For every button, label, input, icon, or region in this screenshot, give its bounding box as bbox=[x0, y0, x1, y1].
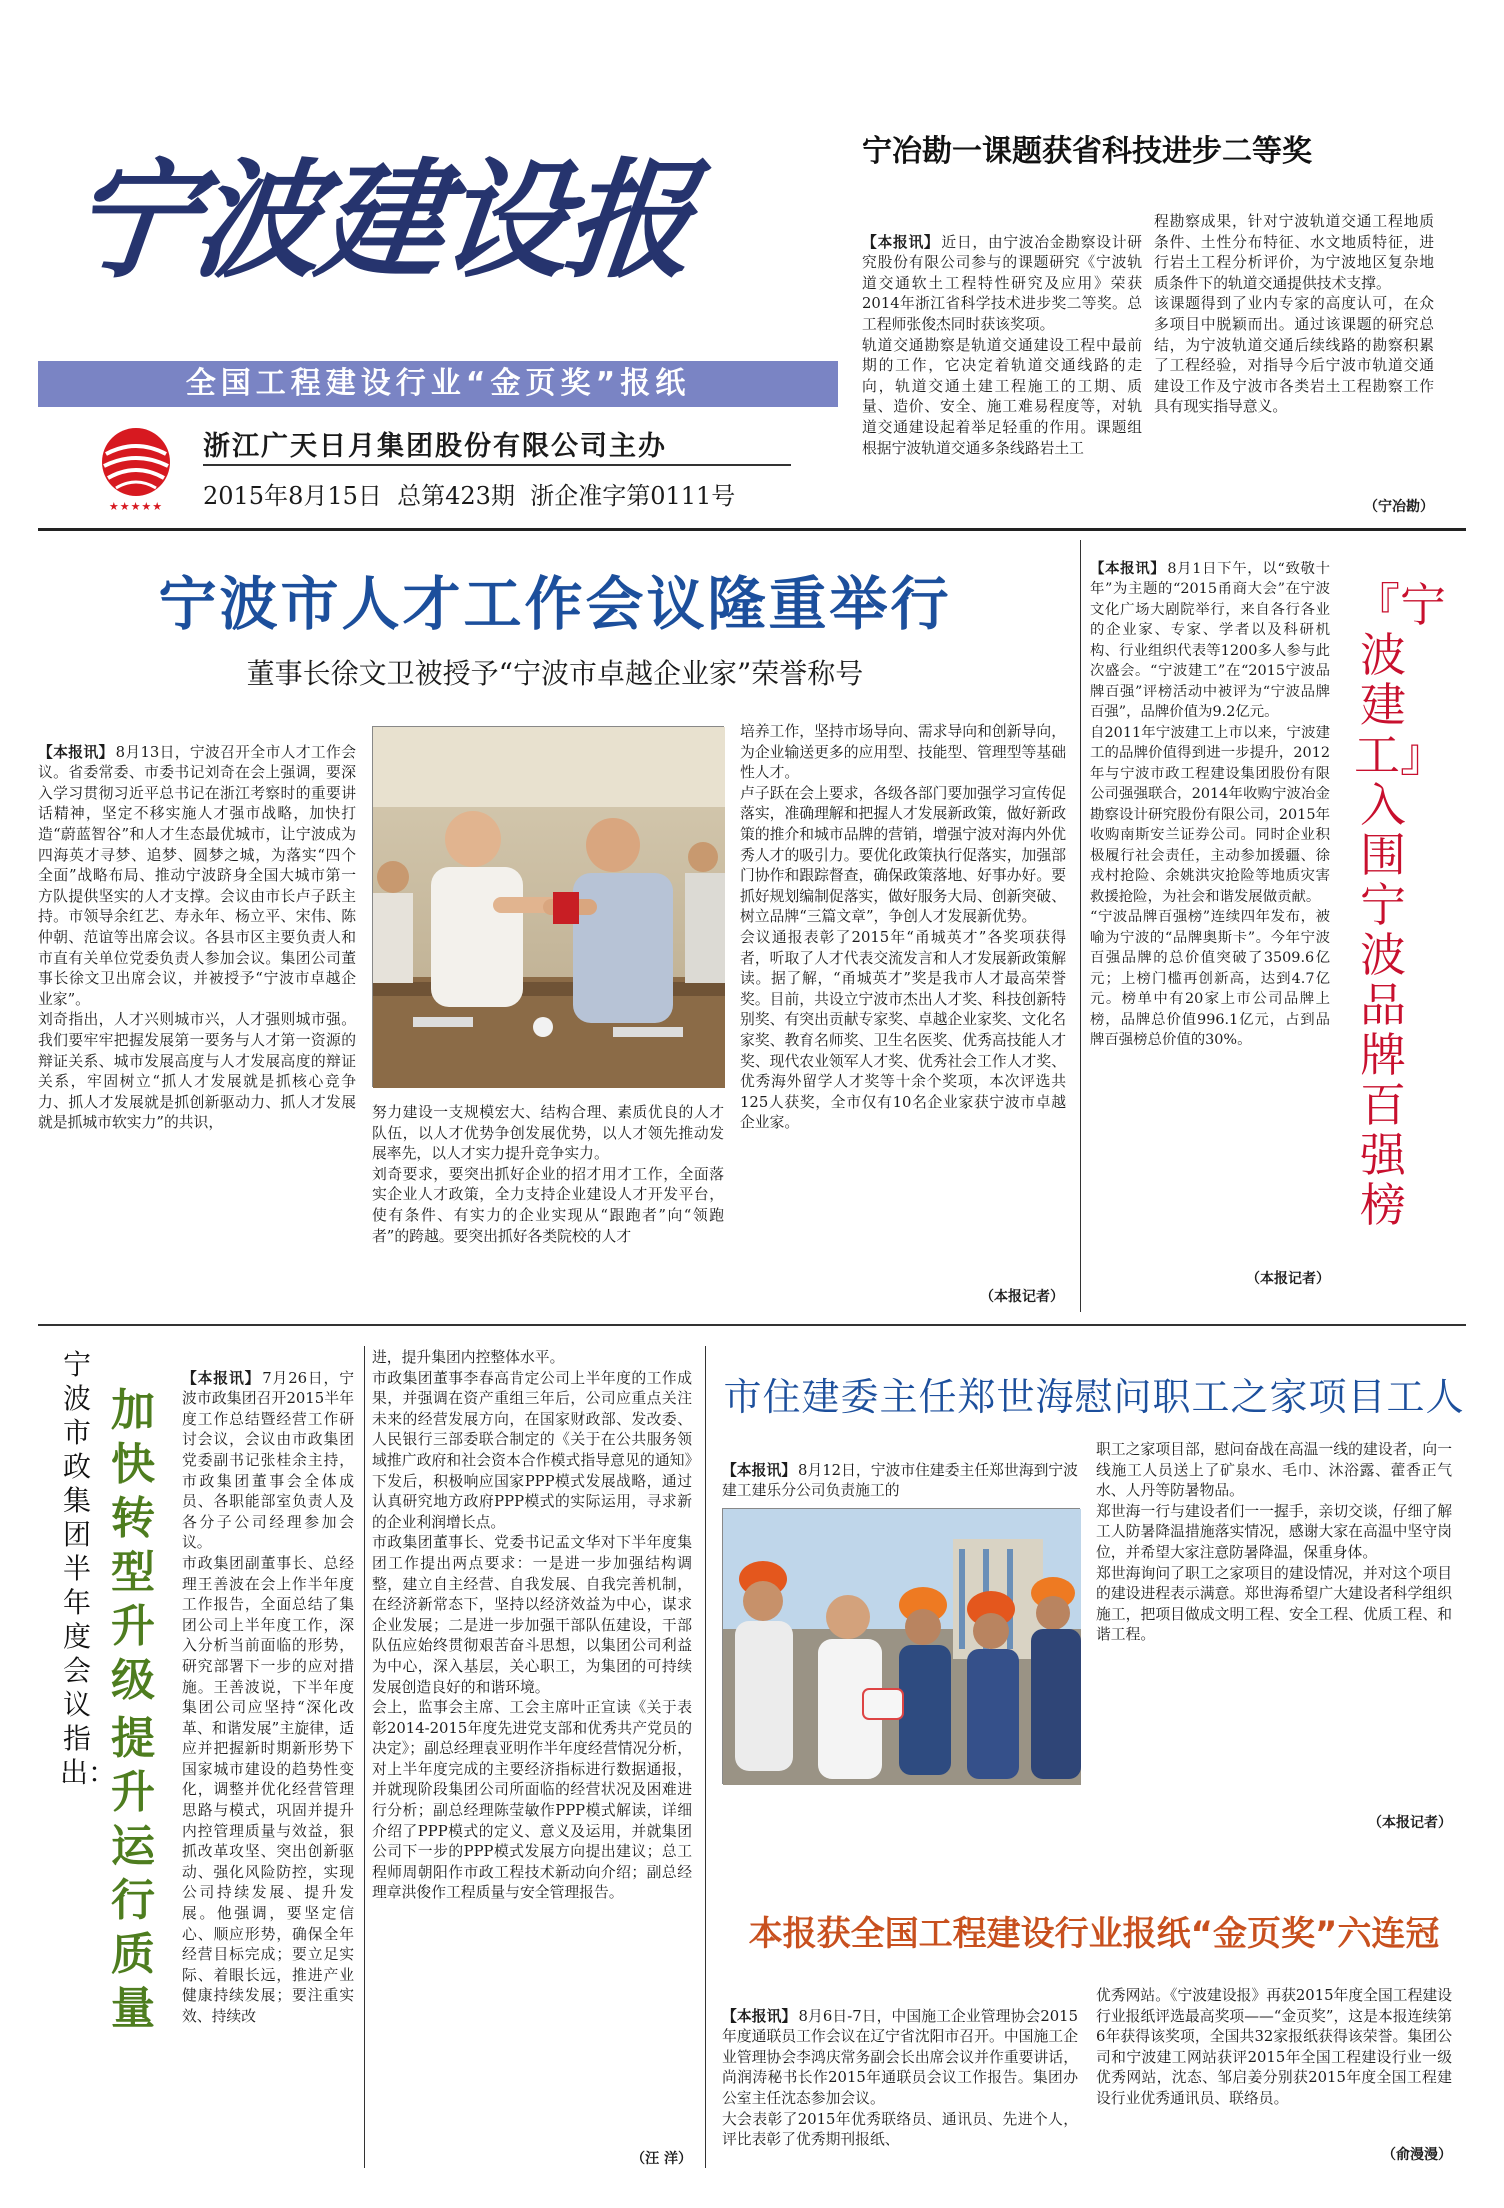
visit-signature: （本报记者） bbox=[1368, 1815, 1452, 1831]
issue-line: 2015年8月15日 总第423期 浙企准字第0111号 bbox=[203, 482, 736, 510]
talent-col3: 培养工作，坚持市场导向、需求导向和创新导向，为企业输送更多的应用型、技能型、管理型等基础性人才。 卢子跃在会上要求，各级各部门要加强学习宣传促落实，准确理解和把握人才发展新政策，做好新政策的推介和城市品牌的营销，增强宁波对海内外优秀人才的吸引力。要优化政策执行促落实，加强部门协作和跟踪督查，确保政策落地、好事办好。要抓好规划编制促落实，做好服务大局、创新突破、树立品牌“三篇文章”，争创人才发展新优势。 会议通报表彰了2015年“甬城英才”各奖项获得者，听取了人才代表交流发言和人才发展新政策解读。据了解，“甬城英才”奖是我市人才最高荣誉奖。目前，共设立宁波市杰出人才奖、科技创新特别奖、有突出贡献专家奖、卓越企业家奖、文化名家奖、教育名师奖、卫生名医奖、优秀高技能人才奖、现代农业领军人才奖、优秀社会工作人才奖、优秀海外留学人才奖等十余个奖项，本次评选共125人获奖，全市仅有10名企业家获宁波市卓越企业家。 bbox=[740, 723, 1066, 1132]
survey-col1 bbox=[862, 212, 1142, 502]
brand-left-rule bbox=[1080, 540, 1081, 1312]
brand-body bbox=[1090, 538, 1330, 1258]
visit-col1-text: 8月12日，宁波市住建委主任郑世海到宁波建工建乐分公司负责施工的 bbox=[722, 1461, 1078, 1500]
survey-col1-text: 近日，由宁波冶金勘察设计研究股份有限公司参与的课题研究《宁波轨道交通软土工程特性研究及应用》荣获2014年浙江省科学技术进步奖二等奖。总工程师张俊杰同时获该奖项。 轨道交通勘察是轨道交通建设工程中最前期的工作，它决定着轨道交通线路的走向，轨道交通土建工程施工的工期、质量、造价、安全、施工难易程度等，对轨道交通建设起着举足轻重的作用。课题组根据宁波轨道交通多条线路岩土工 bbox=[862, 233, 1142, 457]
municipal-signature: （汪 洋） bbox=[631, 2151, 692, 2167]
award-col2: 优秀网站。《宁波建设报》再获2015年度全国工程建设行业报纸评选最高奖项——“金页奖”，这是本报连续第6年获得该奖项，全国共32家报纸获得该荣誉。集团公司和宁波建工网站获评2015年全国工程建设行业一级优秀网站，沈态、邹启姜分别获2015年度全国工程建设行业优秀通讯员、联络员。 bbox=[1096, 1987, 1452, 2107]
talent-headline: 宁波市人才工作会议隆重举行 bbox=[158, 570, 952, 638]
talent-tag: 【本报讯】 bbox=[38, 743, 114, 761]
visit-headline: 市住建委主任郑世海慰问职工之家项目工人 bbox=[723, 1375, 1465, 1419]
middle-divider bbox=[38, 1324, 1466, 1326]
visit-col1 bbox=[722, 1440, 1078, 1504]
publisher-rule bbox=[203, 464, 791, 466]
talent-col2: 努力建设一支规模宏大、结构合理、素质优良的人才队伍，以人才优势争创发展优势，以人才领先推动发展率先，以人才实力提升竞争实力。 刘奇要求，要突出抓好企业的招才用才工作，全面落实企业人才政策，全力支持企业建设人才开发平台，使有条件、有实力的企业实现从“跟跑者”向“领跑者”的跨越。要突出抓好各类院校的人才 bbox=[372, 1104, 724, 1245]
municipal-col1 bbox=[182, 1348, 354, 2025]
award-signature: （俞漫漫） bbox=[1382, 2147, 1452, 2163]
survey-col2: 程勘察成果，针对宁波轨道交通工程地质条件、土性分布特征、水文地质特征，进行岩土工程分析评价，为宁波地区复杂地质条件下的轨道交通提供技术支撑。 该课题得到了业内专家的高度认可，在众多项目中脱颖而出。通过该课题的研究总结，为宁波轨道交通后续线路的勘察积累了工程经验，对指导今后宁波市轨道交通建设工作及宁波市各类岩土工程勘察工作具有现实指导意义。 bbox=[1154, 213, 1434, 416]
talent-photo bbox=[372, 726, 724, 1087]
masthead-banner: 全国工程建设行业“金页奖”报纸 bbox=[38, 361, 838, 407]
survey-signature: （宁冶勘） bbox=[1364, 499, 1434, 515]
construction-site-photo-icon bbox=[723, 1509, 1081, 1785]
brand-body-text: 8月1日下午，以“致敬十年”为主题的“2015甬商大会”在宁波文化广场大剧院举行，来自各行各业的企业家、专家、学者以及科研机构、行业组织代表等1200多人参与此次盛会。“宁波建工”在“2015宁波品牌百强”评榜活动中被评为“宁波品牌百强”，品牌价值为9.2亿元。 自2011年宁波建工上市以来，宁波建工的品牌价值得到进一步提升，2012年与宁波市政工程建设集团股份有限公司强强联合，2014年收购宁波冶金勘察设计研究股份有限公司，2015年收购南斯安兰证券公司。同时企业积极履行社会责任，主动参加援疆、徐戎村抢险、余姚洪灾抢险等地质灾害救援抢险，为社会和谐发展做贡献。 “宁波品牌百强榜”连续四年发布，被喻为宁波的“品牌奥斯卡”。今年宁波百强品牌的总价值突破了3509.6亿元；上榜门槛再创新高，达到4.7亿元。榜单中有20家上市公司品牌上榜，品牌总价值996.1亿元，占到品牌百强榜总价值的30%。 bbox=[1090, 560, 1330, 1048]
municipal-col2: 进，提升集团内控整体水平。 市政集团董事李春高肯定公司上半年度的工作成果，并强调在资产重组三年后，公司应重点关注未来的经营发展方向，在国家财政部、发改委、人民银行三部委联合制定的《关于在公共服务领域推广政府和社会资本合作模式指导意见的通知》下发后，积极响应国家PPP模式发展战略，通过认真研究地方政府PPP模式的实际运用，寻求新的企业利润增长点。 市政集团董事长、党委书记孟文华对下半年度集团工作提出两点要求：一是进一步加强结构调整，建立自主经营、自我发展、自我完善机制，在经济新常态下，坚持以经济效益为中心，谋求企业发展；二是进一步加强干部队伍建设，干部队伍应始终贯彻艰苦奋斗思想，以集团公司利益为中心，深入基层，关心职工，为集团的可持续发展创造良好的和谐环境。 会上，监事会主席、工会主席叶正宣读《关于表彰2014-2015年度先进党支部和优秀共产党员的决定》；副总经理袁亚明作半年度经营情况分析，对上半年度完成的主要经济指标进行数据通报，并就现阶段集团公司所面临的经营状况及困难进行分析；副总经理陈莹敏作PPP模式解读，详细介绍了PPP模式的定义、意义及运用，并就集团公司下一步的PPP模式发展方向提出建议；总工程师周朝阳作市政工程技术新动向介绍；副总经理章洪俊作工程质量与安全管理报告。 bbox=[372, 1349, 692, 1902]
municipal-tag: 【本报讯】 bbox=[182, 1369, 261, 1387]
visit-col2: 职工之家项目部，慰问奋战在高温一线的建设者，向一线施工人员送上了矿泉水、毛巾、沐浴露、藿香正气水、人丹等防暑物品。 郑世海一行与建设者们一一握手，亲切交谈，仔细了解工人防暑降温措施落实情况，感谢大家在高温中坚守岗位，并希望大家注意防暑降温，保重身体。 郑世海询问了职工之家项目的建设情况，并对这个项目的建设进程表示满意。郑世海希望广大建设者科学组织施工，把项目做成文明工程、安全工程、优质工程、和谐工程。 bbox=[1096, 1441, 1452, 1644]
top-divider bbox=[38, 528, 1466, 531]
survey-tag: 【本报讯】 bbox=[862, 233, 940, 251]
talent-signature: （本报记者） bbox=[980, 1289, 1064, 1305]
award-col1-text: 8月6日-7日，中国施工企业管理协会2015年度通联员工作会议在辽宁省沈阳市召开。中国施工企业管理协会李鸿庆常务副会长出席会议并作重要讲话，尚润涛秘书长作2015年通联员会议工作报告。集团办公室主任沈态参加会议。 大会表彰了2015年优秀联络员、通讯员、先进个人，评比表彰了优秀期刊报纸、 bbox=[722, 2007, 1078, 2149]
municipal-col1-text: 7月26日，宁波市政集团召开2015半年度工作总结暨经营工作研讨会议，会议由市政集团党委副书记张桂余主持，市政集团董事会全体成员、各职能部室负责人及各分子公司经理参加会议。 市政集团副董事长、总经理王善波在会上作半年度工作报告，全面总结了集团公司上半年度工作，深入分析当前面临的形势，研究部署下一步的应对措施。王善波说，下半年度集团公司应坚持“深化改革、和谐发展”主旋律，适应并把握新时期新形势下国家城市建设的趋势性变化，调整并优化经营管理思路与模式，巩固并提升内控管理质量与效益，狠抓改革攻坚、突出创新驱动、强化风险防控，实现公司持续发展、提升发展。他强调，要坚定信心、顺应形势，确保全年经营目标完成；要立足实际、着眼长远，推进产业健康持续发展；要注重实效、持续改 bbox=[182, 1369, 354, 2025]
talent-subhead: 董事长徐文卫被授予“宁波市卓越企业家”荣誉称号 bbox=[246, 657, 864, 690]
visit-photo bbox=[722, 1508, 1080, 1784]
brand-tag: 【本报讯】 bbox=[1090, 559, 1166, 577]
award-col1 bbox=[722, 1986, 1078, 2172]
talent-col1 bbox=[38, 722, 356, 1310]
masthead-title: 宁波建设报 bbox=[62, 146, 698, 296]
survey-headline: 宁冶勘一课题获省科技进步二等奖 bbox=[862, 134, 1312, 169]
award-ceremony-photo-icon bbox=[373, 727, 725, 1088]
award-tag: 【本报讯】 bbox=[722, 2007, 797, 2025]
logo-stars: ★★★★★ bbox=[108, 500, 164, 513]
municipal-kicker: 宁波市政集团半年度会议指出： bbox=[60, 1348, 117, 1789]
talent-col1-text: 8月13日，宁波召开全市人才工作会议。省委常委、市委书记刘奇在会上强调，要深入学习贯彻习近平总书记在浙江考察时的重要讲话精神，坚定不移实施人才强市战略，加快打造“蔚蓝智谷”和人才生态最优城市，让宁波成为四海英才寻梦、追梦、圆梦之城，为落实“四个全面”战略布局、推动宁波跻身全国大城市第一方队提供坚实的人才支撑。会议由市长卢子跃主持。市领导余红艺、寿永年、杨立平、宋伟、陈仲朝、范谊等出席会议。各县市区主要负责人和市直有关单位党委负责人参加会议。集团公司董事长徐文卫出席会议，并被授予“宁波市卓越企业家”。 刘奇指出，人才兴则城市兴，人才强则城市强。我们要牢牢把握发展第一要务与人才第一资源的辩证关系、城市发展高度与人才发展高度的辩证关系，牢固树立“抓人才发展就是抓核心竞争力、抓人才发展就是抓创新驱动力、抓人才发展就是抓城市软实力”的共识， bbox=[38, 743, 356, 1132]
brand-headline: 『宁波建工』入围宁波品牌百强榜 bbox=[1354, 578, 1446, 1232]
municipal-col1-wide bbox=[38, 1872, 354, 2052]
municipal-headline-b: 提升运行质量 bbox=[111, 1713, 155, 2034]
group-logo-icon bbox=[98, 424, 174, 500]
group-logo bbox=[98, 424, 174, 500]
municipal-rule bbox=[364, 1346, 365, 2168]
award-headline: 本报获全国工程建设行业报纸“金页奖”六连冠 bbox=[748, 1914, 1440, 1954]
visit-tag: 【本报讯】 bbox=[722, 1461, 797, 1479]
municipal-headline-a: 加快转型升级 bbox=[111, 1385, 155, 1706]
brand-signature: （本报记者） bbox=[1246, 1271, 1330, 1287]
masthead-publisher: 浙江广天日月集团股份有限公司主办 bbox=[203, 431, 667, 462]
right-column-rule bbox=[705, 1346, 706, 2168]
